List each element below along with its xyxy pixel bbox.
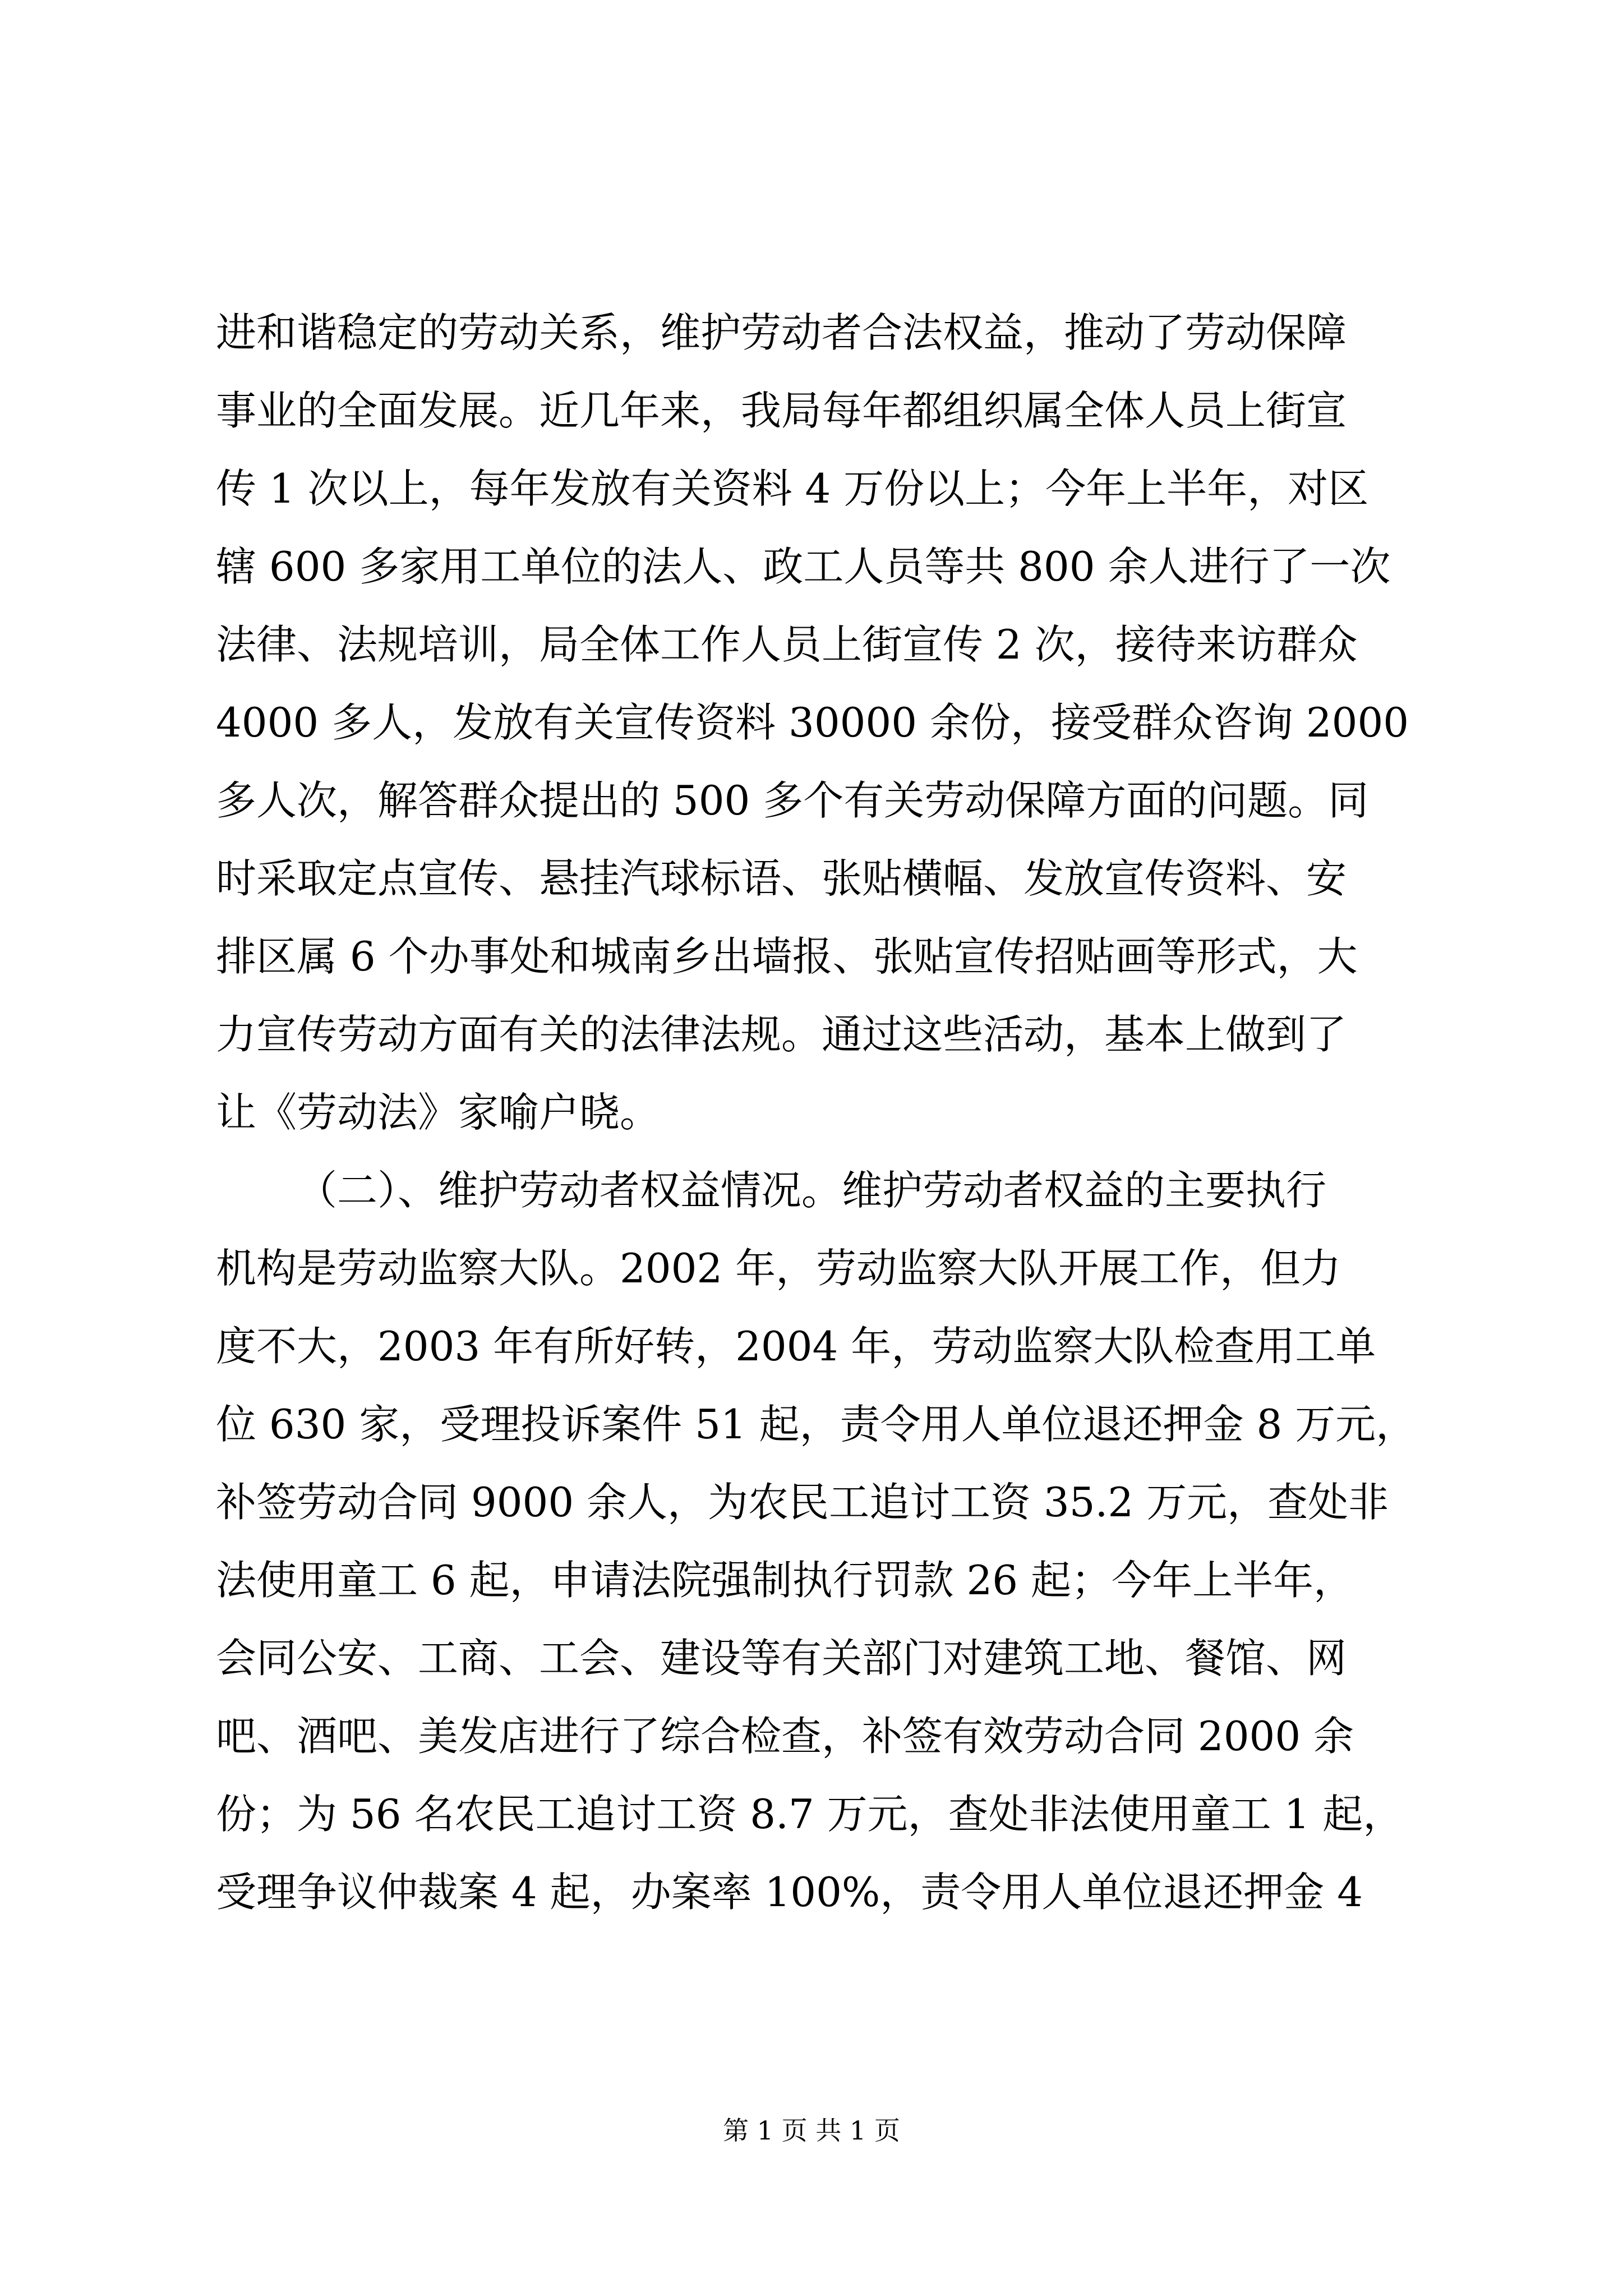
body-line-9: 排区属 6 个办事处和城南乡出墙报、张贴宣传招贴画等形式，大 (216, 933, 1358, 980)
body-line-13: 机构是劳动监察大队。2002 年，劳动监察大队开展工作，但力 (216, 1245, 1341, 1292)
body-line-4: 辖 600 多家用工单位的法人、政工人员等共 800 余人进行了一次 (216, 543, 1391, 590)
body-line-2: 事业的全面发展。近几年来，我局每年都组织属全体人员上街宣 (216, 387, 1347, 434)
body-line-10: 力宣传劳动方面有关的法律法规。通过这些活动，基本上做到了 (216, 1011, 1347, 1058)
body-line-5: 法律、法规培训，局全体工作人员上街宣传 2 次，接待来访群众 (216, 621, 1358, 668)
body-line-3: 传 1 次以上，每年发放有关资料 4 万份以上；今年上半年，对区 (216, 465, 1369, 512)
body-line-7: 多人次，解答群众提出的 500 多个有关劳动保障方面的问题。同 (216, 777, 1369, 824)
body-line-11: 让《劳动法》家喻户晓。 (216, 1089, 661, 1136)
body-line-1: 进和谐稳定的劳动关系，维护劳动者合法权益，推动了劳动保障 (216, 309, 1347, 356)
body-line-8: 时采取定点宣传、悬挂汽球标语、张贴横幅、发放宣传资料、安 (216, 855, 1347, 902)
paragraph-2-first-line: （二）、维护劳动者权益情况。维护劳动者权益的主要执行 (297, 1167, 1327, 1214)
body-line-21: 受理争议仲裁案 4 起，办案率 100%，责令用人单位退还押金 4 (216, 1869, 1363, 1916)
body-line-16: 补签劳动合同 9000 余人，为农民工追讨工资 35.2 万元，查处非 (216, 1479, 1389, 1526)
body-line-17: 法使用童工 6 起，申请法院强制执行罚款 26 起；今年上半年， (216, 1557, 1354, 1604)
body-line-14: 度不大，2003 年有所好转，2004 年，劳动监察大队检查用工单 (216, 1323, 1376, 1370)
body-line-15: 位 630 家，受理投诉案件 51 起，责令用人单位退还押金 8 万元， (216, 1401, 1417, 1448)
body-line-20: 份；为 56 名农民工追讨工资 8.7 万元，查处非法使用童工 1 起， (216, 1791, 1404, 1838)
body-line-6: 4000 多人，发放有关宣传资料 30000 余份，接受群众咨询 2000 (216, 699, 1409, 746)
body-line-18: 会同公安、工商、工会、建设等有关部门对建筑工地、餐馆、网 (216, 1635, 1347, 1682)
body-line-19: 吧、酒吧、美发店进行了综合检查，补签有效劳动合同 2000 余 (216, 1713, 1354, 1760)
page-footer: 第 1 页 共 1 页 (723, 2115, 900, 2146)
